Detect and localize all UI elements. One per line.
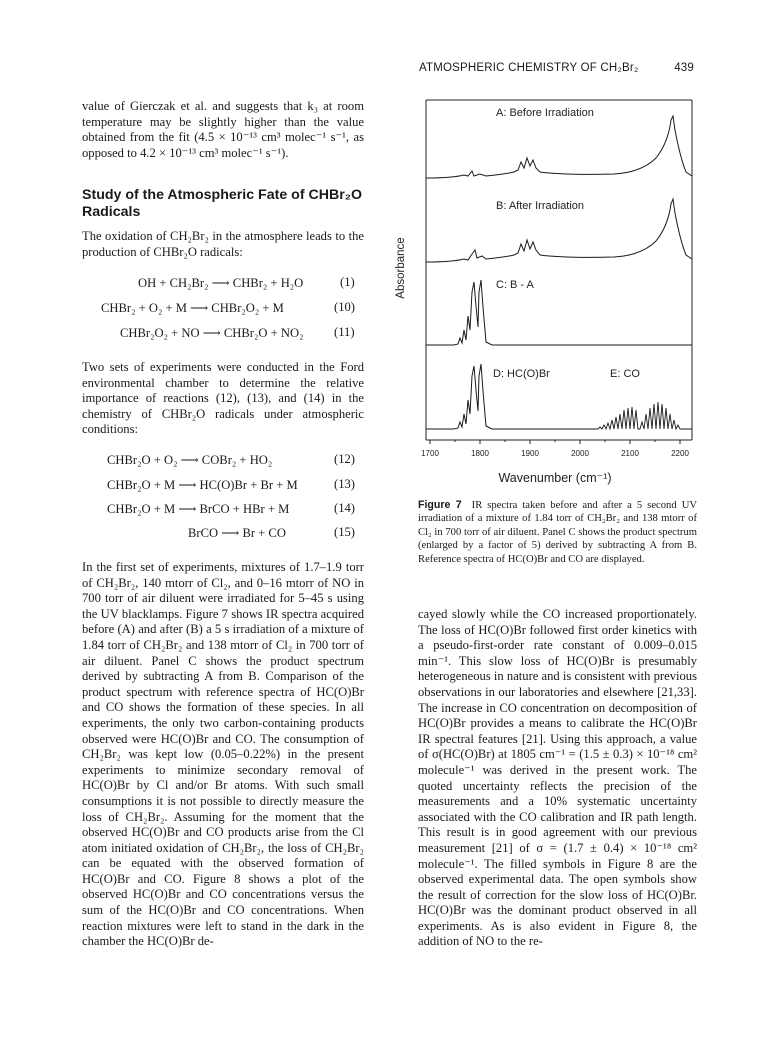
x-tick-label: 1900 bbox=[521, 449, 539, 458]
equation-number: (12) bbox=[334, 452, 355, 466]
running-title: ATMOSPHERIC CHEMISTRY OF CH₂Br₂ bbox=[419, 62, 639, 74]
equation-text: CHBr₂ + O₂ + M ⟶ CHBr₂O₂ + M bbox=[101, 301, 284, 315]
panel-d-label: D: HC(O)Br bbox=[493, 368, 550, 380]
panel-e-label: E: CO bbox=[610, 368, 640, 380]
equation-text: CHBr₂O + M ⟶ BrCO + HBr + M bbox=[107, 502, 290, 516]
equation-number: (1) bbox=[340, 275, 355, 289]
panel-c-label: C: B - A bbox=[496, 279, 534, 291]
figure-7-spectra bbox=[384, 92, 702, 492]
panel-b-label: B: After Irradiation bbox=[496, 200, 585, 212]
y-axis-label: Absorbance bbox=[395, 237, 407, 299]
caption-label: Figure 7 bbox=[418, 499, 462, 511]
equation-text: BrCO ⟶ Br + CO bbox=[188, 526, 286, 540]
x-axis-label: Wavenumber (cm⁻¹) bbox=[498, 471, 612, 485]
equation-number: (11) bbox=[334, 325, 355, 339]
paragraph-right-column: cayed slowly while the CO increased proportionately. The loss of HC(O)Br followed first order kinetics with a pseudo-first-order rate constant of 0.009–0.015 min⁻¹. This slow loss of HC(O)Br is presumably heterogeneous in nature and is consistent with previous observations in our laboratories and elsewhere [21,33]. The increase in CO concentration on decomposition of HC(O)Br provides a means to calibrate the HC(O)Br IR spectral features [21]. Using this approach, a value of σ(HC(O)Br) at 1805 cm⁻¹ = (1.5 ± 0.3) × 10⁻¹⁸ cm² molecule⁻¹ was derived in the present work. The quoted uncertainty reflects the precision of the measurements and a 10% systematic uncertainty associated with the CO calibration and IR path length. This result is in good agreement with our previous measurement [21] of σ = (1.7 ± 0.4) × 10⁻¹⁸ cm² molecule⁻¹. The filled symbols in Figure 8 are the observed experimental data. The open symbols show the result of correction for the slow loss of HC(O)Br. HC(O)Br was the dominant product observed in all experiments. As is also evident in Figure 8, the addition of NO to the re- bbox=[418, 607, 697, 949]
spectrum-e-line bbox=[584, 402, 692, 429]
figure-7-caption bbox=[418, 499, 697, 566]
equation-text: CHBr₂O + M ⟶ HC(O)Br + Br + M bbox=[107, 478, 298, 492]
paragraph-experiments: Two sets of experiments were conducted in the Ford environmental chamber to determine the relative importance of reactions (12), (13), and (14) in the chemistry of CHBr₂O radicals under atmospheric conditions: bbox=[82, 360, 364, 437]
panel-a-label: A: Before Irradiation bbox=[496, 107, 594, 119]
x-tick-label: 2200 bbox=[671, 449, 689, 458]
section-title: Study of the Atmospheric Fate of CHBr₂O Radicals bbox=[82, 187, 363, 220]
equation-text: CHBr₂O + O₂ ⟶ COBr₂ + HO₂ bbox=[107, 453, 273, 467]
equation-text: CHBr₂O₂ + NO ⟶ CHBr₂O + NO₂ bbox=[120, 326, 304, 340]
x-tick-label: 1800 bbox=[471, 449, 489, 458]
paragraph-results: In the first set of experiments, mixtures of 1.7–1.9 torr of CH₂Br₂, 140 mtorr of Cl₂, and 0–16 mtorr of NO in 700 torr of air diluent were irradiated for 5–45 s using the UV blacklamps. Figure 7 shows IR spectra acquired before (A) and after (B) a 5 s irradiation of a mixture of 1.84 torr of CH₂Br₂ and 138 mtorr of Cl₂ in 700 torr of air diluent. Panel C shows the product spectrum derived by subtracting A from B. Comparison of the product spectrum with reference spectra of HC(O)Br and CO shows the formation of these species. In all experiments, the only two carbon-containing products observed were HC(O)Br and CO. The consumption of CH₂Br₂ was kept low (0.05–0.22%) in the present experiments to minimize secondary removal of HC(O)Br by Cl and/or Br atoms. With such small consumptions it is not possible to directly measure the loss of CH₂Br₂. Assuming for the moment that the observed HC(O)Br and CO products arise from the Cl atom initiated oxidation of CH₂Br₂, the loss of CH₂Br₂ can be equated with the observed formation of HC(O)Br and CO. Figure 8 shows a plot of the observed HC(O)Br and CO concentrations versus the sum of the HC(O)Br and CO concentrations. When reaction mixtures were left to stand in the dark in the chamber the HC(O)Br de- bbox=[82, 560, 364, 949]
x-ticks bbox=[430, 440, 680, 444]
equation-number: (15) bbox=[334, 525, 355, 539]
x-tick-label: 1700 bbox=[421, 449, 439, 458]
caption-text: IR spectra taken before and after a 5 second UV irradiation of a mixture of 1.84 torr of CH₂Br₂ and 138 mtorr of Cl₂ in 700 torr of air diluent. Panel C shows the product spectrum (enlarged by a factor of 5) derived by subtracting A from B. Reference spectra of HC(O)Br and CO are displayed. bbox=[418, 500, 697, 565]
intro-paragraph: value of Gierczak et al. and suggests that k₃ at room temperature may be slightly higher than the value obtained from the fit (4.5 × 10⁻¹³ cm³ molec⁻¹ s⁻¹, as opposed to 4.2 × 10⁻¹³ cm³ molec⁻¹ s⁻¹). bbox=[82, 99, 364, 160]
x-tick-label: 2100 bbox=[621, 449, 639, 458]
spectrum-c-line bbox=[426, 280, 692, 345]
equation-number: (14) bbox=[334, 501, 355, 515]
spectrum-a-line bbox=[426, 116, 692, 178]
equation-text: OH + CH₂Br₂ ⟶ CHBr₂ + H₂O bbox=[138, 276, 304, 290]
x-tick-label: 2000 bbox=[571, 449, 589, 458]
equation-number: (13) bbox=[334, 477, 355, 491]
paragraph-oxidation: The oxidation of CH₂Br₂ in the atmosphere leads to the production of CHBr₂O radicals: bbox=[82, 229, 364, 259]
running-header bbox=[419, 62, 694, 74]
page-number: 439 bbox=[674, 62, 694, 74]
equation-number: (10) bbox=[334, 300, 355, 314]
